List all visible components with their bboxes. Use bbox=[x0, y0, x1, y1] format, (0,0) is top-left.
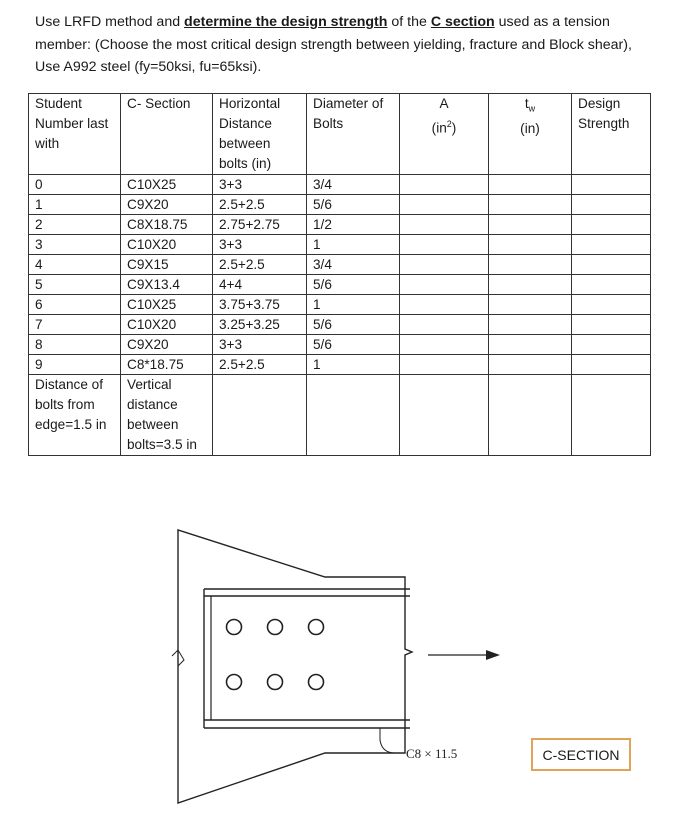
data-table bbox=[28, 93, 651, 456]
header-area bbox=[400, 94, 489, 175]
c-section-cell: C10X25 bbox=[121, 295, 213, 315]
bolt-hole bbox=[309, 620, 324, 635]
footer-empty-cell bbox=[400, 375, 489, 456]
student-number-cell: 0 bbox=[29, 175, 121, 195]
area-cell bbox=[400, 235, 489, 255]
student-number-cell: 1 bbox=[29, 195, 121, 215]
bolt-diameter-cell: 3/4 bbox=[307, 255, 400, 275]
design-strength-cell bbox=[572, 355, 651, 375]
design-strength-cell bbox=[572, 315, 651, 335]
table-header-row bbox=[29, 94, 651, 175]
header-tw-symbol: $t_w$ bbox=[524, 96, 536, 114]
area-cell bbox=[400, 315, 489, 335]
horizontal-distance-cell: 3.25+3.25 bbox=[213, 315, 307, 335]
header-tw-unit: (in) bbox=[520, 120, 540, 136]
bolt-group bbox=[227, 620, 324, 690]
table-row bbox=[29, 355, 651, 375]
design-strength-cell bbox=[572, 215, 651, 235]
area-cell bbox=[400, 355, 489, 375]
bolt-diameter-cell: 1 bbox=[307, 295, 400, 315]
bolt-hole bbox=[227, 620, 242, 635]
web-thickness-cell bbox=[489, 175, 572, 195]
bolt-hole bbox=[309, 675, 324, 690]
bolt-hole bbox=[227, 675, 242, 690]
problem-text-1: Use LRFD method and bbox=[35, 14, 185, 30]
horizontal-distance-cell: 3+3 bbox=[213, 335, 307, 355]
table-row bbox=[29, 175, 651, 195]
design-strength-cell bbox=[572, 195, 651, 215]
footer-vertical-distance: Vertical distance between bolts=3.5 in bbox=[121, 375, 213, 456]
footer-empty-cell bbox=[307, 375, 400, 456]
table-row bbox=[29, 235, 651, 255]
design-strength-cell bbox=[572, 335, 651, 355]
table-row bbox=[29, 275, 651, 295]
horizontal-distance-cell: 2.5+2.5 bbox=[213, 195, 307, 215]
bolt-hole bbox=[268, 675, 283, 690]
area-cell bbox=[400, 275, 489, 295]
web-thickness-cell bbox=[489, 195, 572, 215]
student-number-cell: 3 bbox=[29, 235, 121, 255]
web-thickness-cell bbox=[489, 315, 572, 335]
bolt-diameter-cell: 1 bbox=[307, 355, 400, 375]
web-thickness-cell bbox=[489, 255, 572, 275]
web-thickness-cell bbox=[489, 335, 572, 355]
student-number-cell: 5 bbox=[29, 275, 121, 295]
header-student: Student Number last with bbox=[29, 94, 121, 175]
c-section-cell: C8*18.75 bbox=[121, 355, 213, 375]
c-section-cell: C9X20 bbox=[121, 335, 213, 355]
horizontal-distance-cell: 4+4 bbox=[213, 275, 307, 295]
problem-emphasis-section: C section bbox=[430, 14, 495, 30]
area-cell bbox=[400, 215, 489, 235]
problem-statement bbox=[35, 11, 640, 79]
c-section-cell: C10X20 bbox=[121, 235, 213, 255]
footer-empty-cell bbox=[572, 375, 651, 456]
footer-empty-cell bbox=[213, 375, 307, 456]
c-section-cell: C9X20 bbox=[121, 195, 213, 215]
table-row bbox=[29, 255, 651, 275]
c-section-cell: C10X25 bbox=[121, 175, 213, 195]
channel-member bbox=[204, 589, 410, 728]
section-caption: C-SECTION bbox=[531, 738, 631, 771]
member-size-label: C8 × 11.5 bbox=[406, 746, 458, 761]
header-section: C- Section bbox=[121, 94, 213, 175]
header-area-symbol: A bbox=[439, 96, 449, 111]
header-horizontal: Horizontal Distance between bolts (in) bbox=[213, 94, 307, 175]
area-cell bbox=[400, 335, 489, 355]
student-number-cell: 6 bbox=[29, 295, 121, 315]
bolt-hole bbox=[268, 620, 283, 635]
student-number-cell: 9 bbox=[29, 355, 121, 375]
web-thickness-cell bbox=[489, 295, 572, 315]
design-strength-cell bbox=[572, 295, 651, 315]
c-section-cell: C8X18.75 bbox=[121, 215, 213, 235]
header-area-unit: $(in^2)$ bbox=[431, 119, 457, 136]
table-row bbox=[29, 335, 651, 355]
footer-empty-cell bbox=[489, 375, 572, 456]
bolt-diameter-cell: 5/6 bbox=[307, 335, 400, 355]
table-row bbox=[29, 295, 651, 315]
table-row bbox=[29, 195, 651, 215]
footer-edge-distance: Distance of bolts from edge=1.5 in bbox=[29, 375, 121, 456]
student-number-cell: 7 bbox=[29, 315, 121, 335]
header-design-strength: Design Strength bbox=[572, 94, 651, 175]
tension-arrow bbox=[428, 650, 500, 660]
c-section-cell: C9X15 bbox=[121, 255, 213, 275]
design-strength-cell bbox=[572, 275, 651, 295]
horizontal-distance-cell: 2.75+2.75 bbox=[213, 215, 307, 235]
table-row bbox=[29, 315, 651, 335]
horizontal-distance-cell: 2.5+2.5 bbox=[213, 355, 307, 375]
table-footer-row bbox=[29, 375, 651, 456]
bolt-diameter-cell: 1/2 bbox=[307, 215, 400, 235]
c-section-cell: C9X13.4 bbox=[121, 275, 213, 295]
web-thickness-cell bbox=[489, 215, 572, 235]
web-thickness-cell bbox=[489, 355, 572, 375]
problem-text-3: used as a tension member: (Choose the most critical design strength between yielding, fracture and Block shear), Use A992 steel (fy=50ksi, fu=65ksi). bbox=[35, 14, 632, 75]
horizontal-distance-cell: 3+3 bbox=[213, 235, 307, 255]
area-cell bbox=[400, 195, 489, 215]
problem-text-2: of the bbox=[387, 14, 431, 30]
web-thickness-cell bbox=[489, 235, 572, 255]
area-cell bbox=[400, 255, 489, 275]
header-web-thickness bbox=[489, 94, 572, 175]
bolt-diameter-cell: 1 bbox=[307, 235, 400, 255]
bolt-diameter-cell: 3/4 bbox=[307, 175, 400, 195]
gusset-plate bbox=[178, 530, 412, 803]
horizontal-distance-cell: 2.5+2.5 bbox=[213, 255, 307, 275]
header-diameter: Diameter of Bolts bbox=[307, 94, 400, 175]
design-strength-cell bbox=[572, 235, 651, 255]
area-cell bbox=[400, 295, 489, 315]
bolt-diameter-cell: 5/6 bbox=[307, 275, 400, 295]
label-leader-line bbox=[380, 728, 402, 753]
c-section-cell: C10X20 bbox=[121, 315, 213, 335]
student-number-cell: 8 bbox=[29, 335, 121, 355]
student-number-cell: 4 bbox=[29, 255, 121, 275]
table-row bbox=[29, 215, 651, 235]
area-cell bbox=[400, 175, 489, 195]
horizontal-distance-cell: 3+3 bbox=[213, 175, 307, 195]
design-strength-cell bbox=[572, 255, 651, 275]
horizontal-distance-cell: 3.75+3.75 bbox=[213, 295, 307, 315]
student-number-cell: 2 bbox=[29, 215, 121, 235]
problem-emphasis-strength: determine the design strength bbox=[184, 14, 388, 30]
bolt-diameter-cell: 5/6 bbox=[307, 315, 400, 335]
web-thickness-cell bbox=[489, 275, 572, 295]
bolt-diameter-cell: 5/6 bbox=[307, 195, 400, 215]
design-strength-cell bbox=[572, 175, 651, 195]
